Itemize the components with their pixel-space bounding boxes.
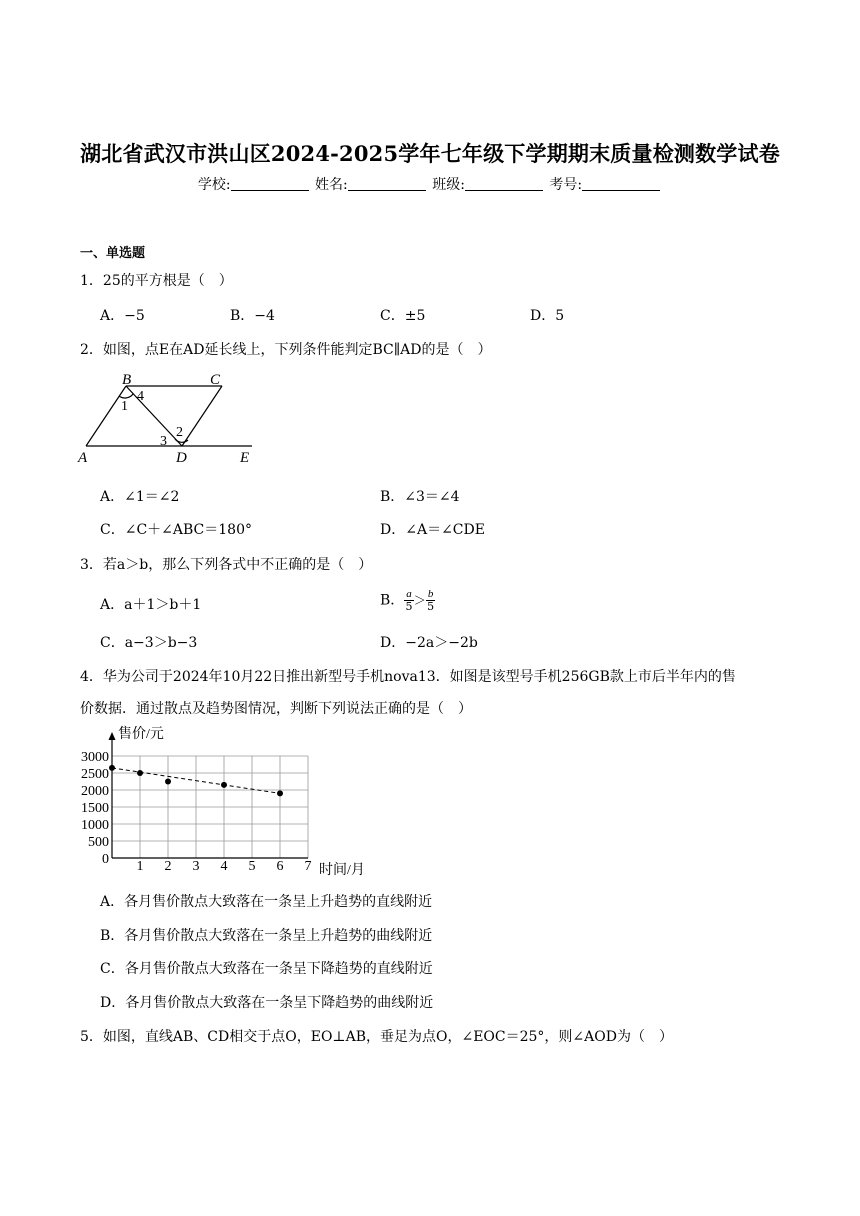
- x-tick-label: 4: [220, 859, 228, 874]
- x-tick-label: 5: [248, 859, 256, 874]
- label-e: E: [240, 450, 250, 466]
- y-axis-arrow: [109, 732, 116, 740]
- label-angle-3: 3: [160, 434, 167, 449]
- field-name-blank: [348, 176, 426, 191]
- chart-y-axis-label: 售价/元: [118, 727, 164, 742]
- q2-option-d: D．∠A＝∠CDE: [380, 522, 485, 538]
- x-tick-label: 1: [136, 859, 144, 874]
- data-point: [277, 790, 283, 796]
- data-point: [221, 782, 227, 788]
- q3-option-d: D．−2a＞−2b: [380, 635, 478, 651]
- q3-option-c: C．a−3＞b−3: [100, 635, 198, 651]
- label-angle-2: 2: [176, 425, 183, 440]
- q4-scatter-chart: [76, 724, 386, 880]
- y-tick-label: 2500: [81, 767, 109, 782]
- y-tick-label: 2000: [81, 784, 109, 799]
- y-tick-label: 500: [88, 835, 109, 850]
- y-tick-label: 0: [102, 852, 109, 867]
- q4-stem-line2: 价数据．通过散点及趋势图情况，判断下列说法正确的是（ ）: [80, 701, 472, 717]
- chart-y-tick-labels: [81, 750, 109, 867]
- field-class-blank: [465, 176, 543, 191]
- field-school-blank: [231, 176, 309, 191]
- field-exam-number-label: 考号:: [549, 177, 583, 193]
- x-tick-label: 3: [192, 859, 200, 874]
- data-point: [137, 770, 143, 776]
- q1-stem: 1．25的平方根是（ ）: [80, 273, 233, 289]
- q1-option-a: A．−5: [100, 308, 145, 324]
- q1-option-d: D．5: [530, 308, 565, 324]
- y-tick-label: 1000: [81, 818, 109, 833]
- x-tick-label: 2: [164, 859, 172, 874]
- q1-option-c: C．±5: [380, 308, 426, 324]
- q2-geometry-figure: [76, 370, 266, 468]
- data-point: [165, 779, 171, 785]
- q2-option-b: B．∠3＝∠4: [380, 489, 460, 505]
- q2-option-c: C．∠C＋∠ABC＝180°: [100, 522, 252, 538]
- field-class-label: 班级:: [432, 177, 465, 193]
- q3-option-b: [380, 588, 435, 613]
- label-angle-4: 4: [137, 389, 144, 404]
- q4-option-c: C．各月售价散点大致落在一条呈下降趋势的直线附近: [100, 961, 433, 977]
- q4-stem-line1: 4．华为公司于2024年10月22日推出新型号手机nova13．如图是该型号手机256GB款上市后半年内的售: [80, 669, 736, 685]
- fraction-a-over-5: $\frac{a}{5}$: [405, 588, 413, 613]
- data-point: [109, 765, 115, 771]
- y-tick-label: 1500: [81, 801, 109, 816]
- field-school-label: 学校:: [197, 177, 231, 193]
- q3-stem: 3．若a＞b，那么下列各式中不正确的是（ ）: [80, 557, 373, 573]
- q2-option-a: A．∠1＝∠2: [100, 489, 180, 505]
- y-tick-label: 3000: [81, 750, 109, 765]
- page-title: 湖北省武汉市洪山区2024-2025学年七年级下学期期末质量检测数学试卷: [80, 141, 780, 166]
- q2-stem: 2．如图，点E在AD延长线上，下列条件能判定BC∥AD的是（ ）: [80, 342, 492, 358]
- label-b: B: [122, 372, 132, 388]
- q1-option-b: B．−4: [230, 308, 275, 324]
- label-angle-1: 1: [121, 399, 128, 414]
- q4-option-b: B．各月售价散点大致落在一条呈上升趋势的曲线附近: [100, 928, 433, 944]
- q3-option-b-label: B．: [380, 592, 405, 609]
- field-name-label: 姓名:: [315, 177, 348, 193]
- chart-x-axis-label: 时间/月: [319, 863, 365, 878]
- label-c: C: [210, 372, 221, 388]
- x-tick-label: 6: [276, 859, 284, 874]
- q5-stem: 5．如图，直线AB、CD相交于点O，EO⊥AB，垂足为点O，∠EOC＝25°，则∠AOD为（ ）: [80, 1029, 673, 1045]
- student-info-line: [0, 174, 860, 194]
- q4-option-d: D．各月售价散点大致落在一条呈下降趋势的曲线附近: [100, 995, 434, 1011]
- label-d: D: [176, 450, 187, 466]
- chart-x-tick-labels: [137, 859, 312, 874]
- fraction-b-over-5: $\frac{b}{5}$: [427, 588, 435, 613]
- x-tick-label: 7: [304, 859, 312, 874]
- field-exam-number-blank: [582, 176, 660, 191]
- q3-option-a: A．a＋1＞b＋1: [100, 597, 202, 613]
- label-a: A: [78, 450, 88, 466]
- q4-option-a: A．各月售价散点大致落在一条呈上升趋势的直线附近: [100, 894, 433, 910]
- greater-than-sign: ＞: [413, 593, 426, 608]
- section-title: 一、单选题: [80, 246, 146, 261]
